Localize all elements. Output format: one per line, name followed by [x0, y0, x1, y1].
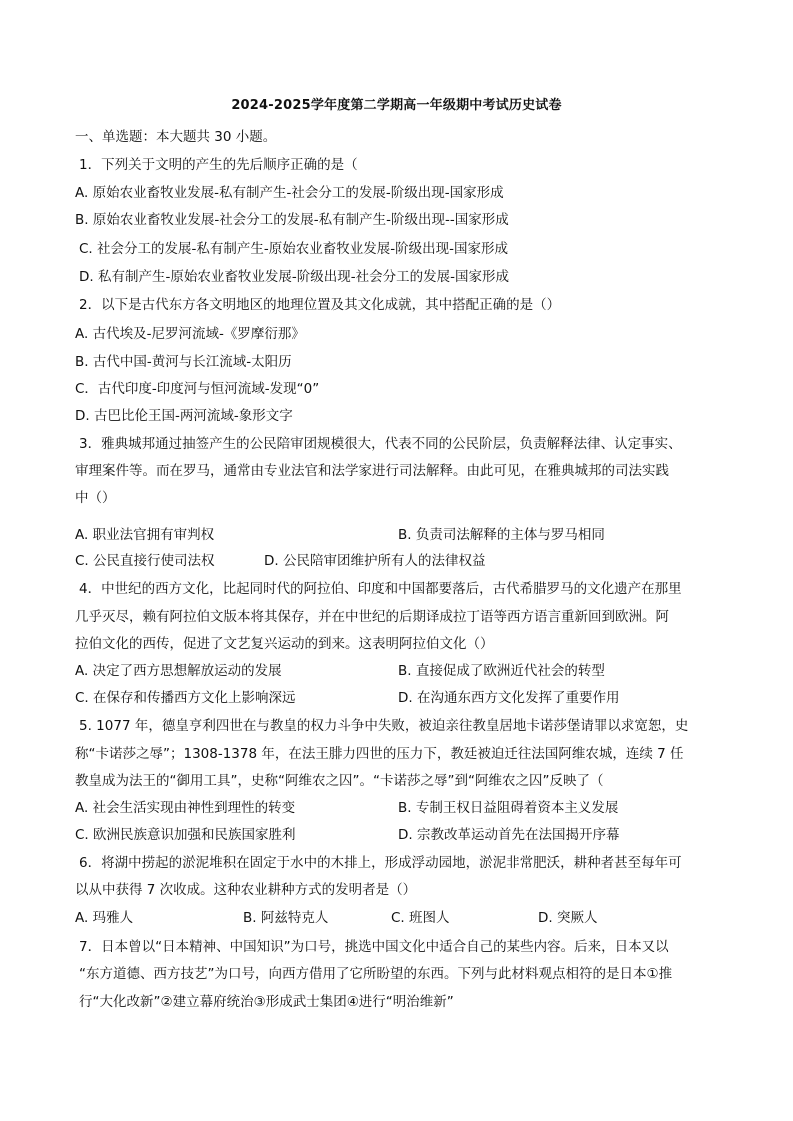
question-4-option-d: D. 在沟通东西方文化发挥了重要作用	[398, 690, 620, 706]
question-7-stem-line-1: 7．日本曾以“日本精神、中国知识”为口号，挑选中国文化中适合自己的某些内容。后来，日本又以	[79, 939, 669, 955]
question-7-stem-line-2: “东方道德、西方技艺”为口号，向西方借用了它所盼望的东西。下列与此材料观点相符的是日本①推	[79, 966, 673, 982]
question-6-option-c: C. 班图人	[391, 910, 450, 926]
question-1-option-b: B. 原始农业畜牧业发展-社会分工的发展-私有制产生-阶级出现--国家形成	[75, 212, 509, 228]
question-4-option-a: A. 决定了西方思想解放运动的发展	[75, 663, 282, 679]
question-2-option-d: D. 古巴比伦王国-两河流域-象形文字	[75, 408, 293, 424]
question-5-stem-line-3: 教皇成为法王的“御用工具”，史称“阿维农之囚”。“卡诺莎之辱”到“阿维农之囚”反映了（	[75, 773, 604, 789]
question-5-option-d: D. 宗教改革运动首先在法国揭开序幕	[398, 827, 620, 843]
question-2-option-a: A. 古代埃及-尼罗河流域-《罗摩衍那》	[75, 326, 305, 342]
question-5-option-b: B. 专制王权日益阻碍着资本主义发展	[398, 800, 619, 816]
question-3-option-d: D. 公民陪审团维护所有人的法律权益	[264, 553, 486, 569]
question-4-option-b: B. 直接促成了欧洲近代社会的转型	[398, 663, 605, 679]
question-4-stem-line-2: 几乎灭尽，赖有阿拉伯文版本将其保存，并在中世纪的后期译成拉丁语等西方语言重新回到欧洲。阿	[75, 609, 669, 625]
question-6-option-b: B. 阿兹特克人	[243, 910, 329, 926]
question-5-stem-line-2: 称“卡诺莎之辱”；1308-1378 年，在法王腓力四世的压力下，教廷被迫迁往法国阿维农城，连续 7 任	[75, 746, 684, 762]
question-3-option-a: A. 职业法官拥有审判权	[75, 527, 215, 543]
question-6-stem-line-2: 以从中获得 7 次收成。这种农业耕种方式的发明者是（）	[75, 882, 417, 898]
question-2-option-b: B. 古代中国-黄河与长江流域-太阳历	[75, 354, 292, 370]
question-1-option-d: D. 私有制产生-原始农业畜牧业发展-阶级出现-社会分工的发展-国家形成	[79, 269, 509, 285]
question-5-option-a: A. 社会生活实现由神性到理性的转变	[75, 800, 296, 816]
exam-title: 2024-2025学年度第二学期高一年级期中考试历史试卷	[231, 98, 562, 113]
question-3-stem-line-1: 3．雅典城邦通过抽签产生的公民陪审团规模很大，代表不同的公民阶层，负责解释法律、认定事实、	[79, 436, 682, 452]
question-3-stem-line-3: 中（）	[75, 490, 116, 506]
question-2-stem: 2．以下是古代东方各文明地区的地理位置及其文化成就，其中搭配正确的是（）	[79, 297, 561, 313]
question-2-option-c: C．古代印度-印度河与恒河流域-发现“0”	[75, 381, 320, 397]
question-4-option-c: C. 在保存和传播西方文化上影响深远	[75, 690, 296, 706]
question-1-stem: 1．下列关于文明的产生的先后顺序正确的是（	[79, 157, 358, 173]
question-3-option-b: B. 负责司法解释的主体与罗马相同	[398, 527, 605, 543]
question-4-stem-line-1: 4．中世纪的西方文化，比起同时代的阿拉伯、印度和中国都要落后，古代希腊罗马的文化遗产在那里	[79, 581, 682, 597]
question-1-option-a: A. 原始农业畜牧业发展-私有制产生-社会分工的发展-阶级出现-国家形成	[75, 185, 504, 201]
question-3-stem-line-2: 审理案件等。而在罗马，通常由专业法官和法学家进行司法解释。由此可见，在雅典城邦的司法实践	[75, 463, 669, 479]
section-heading: 一、单选题：本大题共 30 小题。	[75, 129, 277, 145]
question-5-option-c: C. 欧洲民族意识加强和民族国家胜利	[75, 827, 296, 843]
question-4-stem-line-3: 拉伯文化的西传，促进了文艺复兴运动的到来。这表明阿拉伯文化（）	[75, 636, 494, 652]
question-6-option-a: A. 玛雅人	[75, 910, 134, 926]
question-3-option-c: C. 公民直接行使司法权	[75, 553, 215, 569]
question-1-option-c: C. 社会分工的发展-私有制产生-原始农业畜牧业发展-阶级出现-国家形成	[79, 241, 508, 257]
question-6-option-d: D. 突厥人	[538, 910, 598, 926]
question-7-stem-line-3: 行“大化改新”②建立幕府统治③形成武士集团④进行“明治维新”	[79, 994, 454, 1010]
question-6-stem-line-1: 6．将湖中捞起的淤泥堆积在固定于水中的木排上，形成浮动园地，淤泥非常肥沃，耕种者甚至每年可	[79, 855, 682, 871]
question-5-stem-line-1: 5. 1077 年，德皇亨利四世在与教皇的权力斗争中失败，被迫亲往教皇居地卡诺莎堡请罪以求宽恕，史	[79, 718, 689, 734]
